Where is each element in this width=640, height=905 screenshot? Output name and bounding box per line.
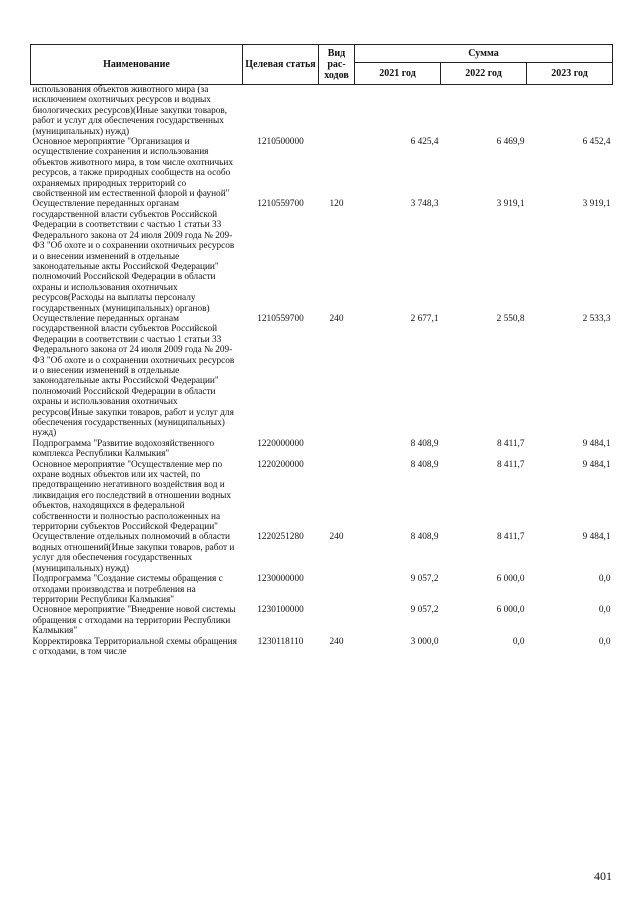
table-row: [31, 605, 613, 636]
row-target-code: 1210500000: [257, 137, 304, 148]
row-sum-2022: 6 000,0: [496, 574, 525, 585]
row-expense-kind: [319, 439, 355, 460]
row-sum-2021: 6 425,4: [410, 137, 439, 148]
table-row: [31, 314, 613, 439]
header-target: Целевая статья: [243, 45, 319, 85]
row-expense-kind: [319, 137, 355, 199]
row-name: Основное мероприятие "Осуществление мер по охране водных объектов или их частей, по предотвращению негативного воздействия вод и ликвидация его последствий в отношении водных объектов, находящихся в федеральной собственности и полностью расположенных на территории субъектов Российской Федерации": [32, 459, 232, 533]
row-sum-2022: [441, 85, 527, 138]
row-expense-kind: 240: [329, 313, 344, 324]
header-year-2022: 2022 год: [441, 63, 527, 85]
row-sum-2021: 9 057,2: [410, 574, 439, 585]
row-sum-2023: 9 484,1: [582, 459, 611, 470]
header-year-2023: 2023 год: [527, 63, 613, 85]
row-target-code: 1220000000: [257, 438, 304, 449]
row-name: Подпрограмма "Создание системы обращения с отходами производства и потребления на территории Республики Калмыкия": [32, 574, 223, 605]
row-sum-2021: 3 748,3: [410, 199, 439, 210]
header-year-2021: 2021 год: [355, 63, 441, 85]
budget-table: [30, 44, 613, 657]
row-sum-2022: 0,0: [512, 636, 525, 647]
row-sum-2023: 0,0: [598, 636, 611, 647]
table-row: [31, 637, 613, 658]
row-expense-kind: [319, 85, 355, 138]
row-target-code: 1230000000: [257, 574, 304, 585]
row-sum-2023: [527, 85, 613, 138]
table-row: [31, 85, 613, 138]
table-body: [31, 85, 613, 658]
header-name: Наименование: [31, 45, 243, 85]
header-sum: Сумма: [355, 45, 613, 63]
table-row: [31, 460, 613, 533]
table-row: [31, 137, 613, 199]
row-name: Осуществление отдельных полномочий в области водных отношений(Иные закупки товаров, работ и услуг для обеспечения государственных (муниципальных) нужд): [32, 532, 235, 574]
row-target-code: 1230100000: [257, 605, 304, 616]
table-row: [31, 439, 613, 460]
row-name: Основное мероприятие "Организация и осуществление сохранения и использования объектов животного мира, в том числе охотничьих ресурсов, а также природных сообществ на особо охраняемых природных территорий со свойственной им естественной флорой и фауной": [32, 137, 234, 200]
row-sum-2021: 3 000,0: [410, 636, 439, 647]
page-number: 401: [594, 869, 612, 883]
row-sum-2022: 6 469,9: [496, 137, 525, 148]
row-target-code: 1220200000: [257, 459, 304, 470]
row-sum-2023: 0,0: [598, 574, 611, 585]
row-expense-kind: [319, 605, 355, 636]
row-sum-2022: 8 411,7: [496, 532, 525, 543]
row-name: Подпрограмма "Развитие водохозяйственного комплекса Республики Калмыкия": [32, 438, 215, 460]
row-sum-2021: 8 408,9: [410, 438, 439, 449]
row-sum-2021: 2 677,1: [410, 313, 439, 324]
table-row: [31, 532, 613, 574]
row-name: Основное мероприятие "Внедрение новой системы обращения с отходами на территории Республики Калмыкия": [32, 605, 236, 637]
row-sum-2023: 9 484,1: [582, 438, 611, 449]
row-sum-2021: 9 057,2: [410, 605, 439, 616]
row-sum-2022: 2 550,8: [496, 313, 525, 324]
table-row: [31, 574, 613, 605]
row-sum-2021: 8 408,9: [410, 459, 439, 470]
header-kind: Вид рас- ходов: [319, 45, 355, 85]
row-name: Осуществление переданных органам государственной власти субъектов Российской Федерации в соответствии с частью 1 статьи 33 Федерального закона от 24 июля 2009 года № 209-ФЗ "Об охоте и о сохранении охотничьих ресурсов и о внесении изменений в отдельные законодательные акты Российской Федерации" полномочий Российской Федерации в области охраны и использования охотничьих ресурсов(Иные закупки товаров, работ и услуг для обеспечения государственных (муниципальных) нужд): [32, 313, 235, 439]
row-target-code: 1230118110: [257, 636, 304, 647]
row-target-code: 1210559700: [257, 199, 304, 210]
row-sum-2021: 8 408,9: [410, 532, 439, 543]
row-sum-2022: 6 000,0: [496, 605, 525, 616]
row-name: использования объектов животного мира (за исключением охотничьих ресурсов и водных биологических ресурсов)(Иные закупки товаров, работ и услуг для обеспечения государственных (муниципальных) нужд): [32, 85, 228, 137]
row-sum-2022: 8 411,7: [496, 438, 525, 449]
row-expense-kind: [319, 574, 355, 605]
table-header: [31, 45, 613, 85]
row-sum-2023: 0,0: [598, 605, 611, 616]
row-name: Корректировка Территориальной схемы обращения с отходами, в том числе: [32, 636, 237, 657]
row-sum-2023: 6 452,4: [582, 137, 611, 148]
budget-sheet: [30, 44, 612, 657]
row-expense-kind: [319, 460, 355, 533]
row-expense-kind: 240: [329, 636, 344, 647]
row-sum-2023: 2 533,3: [582, 313, 611, 324]
row-expense-kind: 240: [329, 532, 344, 543]
row-sum-2021: [355, 85, 441, 138]
row-sum-2022: 8 411,7: [496, 459, 525, 470]
row-sum-2022: 3 919,1: [496, 199, 525, 210]
row-sum-2023: 3 919,1: [582, 199, 611, 210]
row-target-code: 1220251280: [257, 532, 304, 543]
row-target-code: [243, 85, 319, 138]
row-target-code: 1210559700: [257, 313, 304, 324]
row-name: Осуществление переданных органам государственной власти субъектов Российской Федерации в соответствии с частью 1 статьи 33 Федерального закона от 24 июля 2009 года № 209-ФЗ "Об охоте и о сохранении охотничьих ресурсов и о внесении изменений в отдельные законодательные акты Российской Федерации" полномочий Российской Федерации в области охраны и использования охотничьих ресурсов(Расходы на выплаты персоналу государственных (муниципальных) органов): [32, 199, 235, 314]
table-row: [31, 199, 613, 313]
row-expense-kind: 120: [329, 199, 344, 210]
row-sum-2023: 9 484,1: [582, 532, 611, 543]
